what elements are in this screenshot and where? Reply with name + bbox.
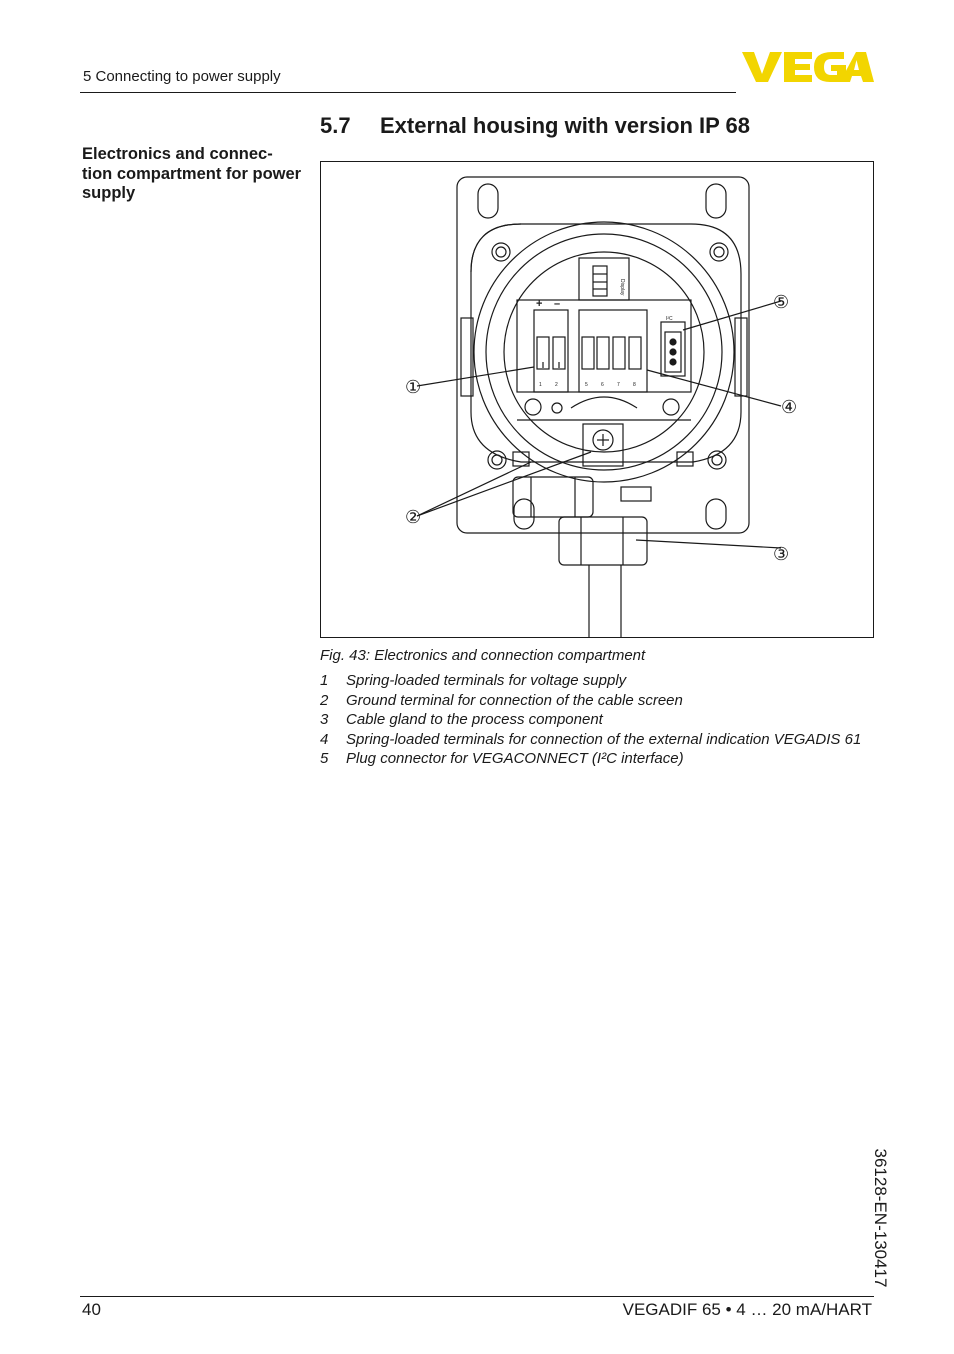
legend-item — [320, 710, 876, 730]
section-title: External housing with version IP 68 — [380, 113, 751, 138]
slot-bottom-right — [706, 499, 726, 529]
section-number: 5.7 — [320, 113, 351, 138]
legend-text: Ground terminal for connection of the cable screen — [346, 691, 683, 709]
legend-number: 1 — [320, 672, 329, 689]
figure-caption: Fig. 43: Electronics and connection compartment — [320, 647, 646, 664]
slot-top-right — [706, 184, 726, 218]
housing-diagram — [321, 162, 873, 637]
terminal-label-1: 1 — [539, 382, 542, 388]
terminal-label-8: 8 — [633, 382, 636, 388]
callout-5: ⑤ — [773, 292, 790, 312]
callout-3: ③ — [773, 544, 790, 564]
callout-1: ① — [405, 377, 422, 397]
legend-item — [320, 749, 876, 769]
legend-text: Plug connector for VEGACONNECT (I²C interface) — [346, 750, 684, 767]
mounting-plate — [457, 177, 749, 533]
terminal-label-6: 6 — [601, 382, 604, 388]
chapter-header: 5 Connecting to power supply — [83, 68, 281, 85]
slot-top-left — [478, 184, 498, 218]
terminal-label-7: 7 — [617, 382, 620, 388]
cable-gland-body — [559, 517, 647, 565]
document-code-text: 36128-EN-130417 — [871, 1148, 890, 1288]
display-connector — [593, 266, 607, 296]
sidebar-heading: Electronics and connec-tion compartment for power supply — [82, 145, 302, 202]
legend-item — [320, 730, 876, 750]
i2c-label: I²C — [666, 316, 673, 322]
housing-edge — [471, 224, 521, 272]
terminal-label-2: 2 — [555, 382, 558, 388]
gland-fitting — [621, 487, 651, 501]
lid-ring-inner — [486, 234, 722, 470]
legend-number: 3 — [320, 711, 329, 728]
screw-top-left — [492, 243, 510, 261]
document-code — [860, 1138, 900, 1298]
legend-number: 2 — [320, 691, 329, 709]
plus-label: + — [536, 298, 543, 310]
screw-bottom-left — [488, 451, 506, 469]
legend-number: 4 — [320, 730, 329, 748]
header-rule — [80, 92, 736, 93]
figure-frame — [320, 161, 874, 638]
legend-text: Cable gland to the process component — [346, 711, 603, 728]
section-heading — [320, 113, 750, 139]
screw-top-right — [710, 243, 728, 261]
legend-item — [320, 671, 876, 691]
legend-item — [320, 691, 876, 711]
legend-text: Spring-loaded terminals for voltage supply — [346, 672, 627, 689]
terminal-label-5: 5 — [585, 382, 588, 388]
housing-body — [471, 224, 741, 462]
screw-board-right — [663, 399, 679, 415]
vega-logo — [740, 50, 874, 84]
legend-text: Spring-loaded terminals for connection of the external indication VEGADIS 61 — [346, 730, 862, 748]
screw-board-left — [525, 399, 541, 415]
logo-letters — [742, 52, 874, 82]
page-number: 40 — [82, 1300, 101, 1319]
callout-2: ② — [405, 507, 422, 527]
cable-gland-nut — [513, 477, 593, 517]
leader-3 — [636, 540, 781, 548]
figure-legend — [320, 671, 876, 769]
footer-rule — [80, 1296, 874, 1297]
display-label: Display — [619, 279, 625, 296]
legend-number: 5 — [320, 750, 329, 767]
minus-label: – — [554, 298, 561, 310]
screw-bottom-right — [708, 451, 726, 469]
leader-2 — [417, 452, 591, 516]
lid-ring-outer — [474, 222, 734, 482]
callout-4: ④ — [781, 397, 798, 417]
terminal-block-supply — [534, 310, 568, 392]
document-title: VEGADIF 65 • 4 … 20 mA/HART — [622, 1300, 872, 1319]
